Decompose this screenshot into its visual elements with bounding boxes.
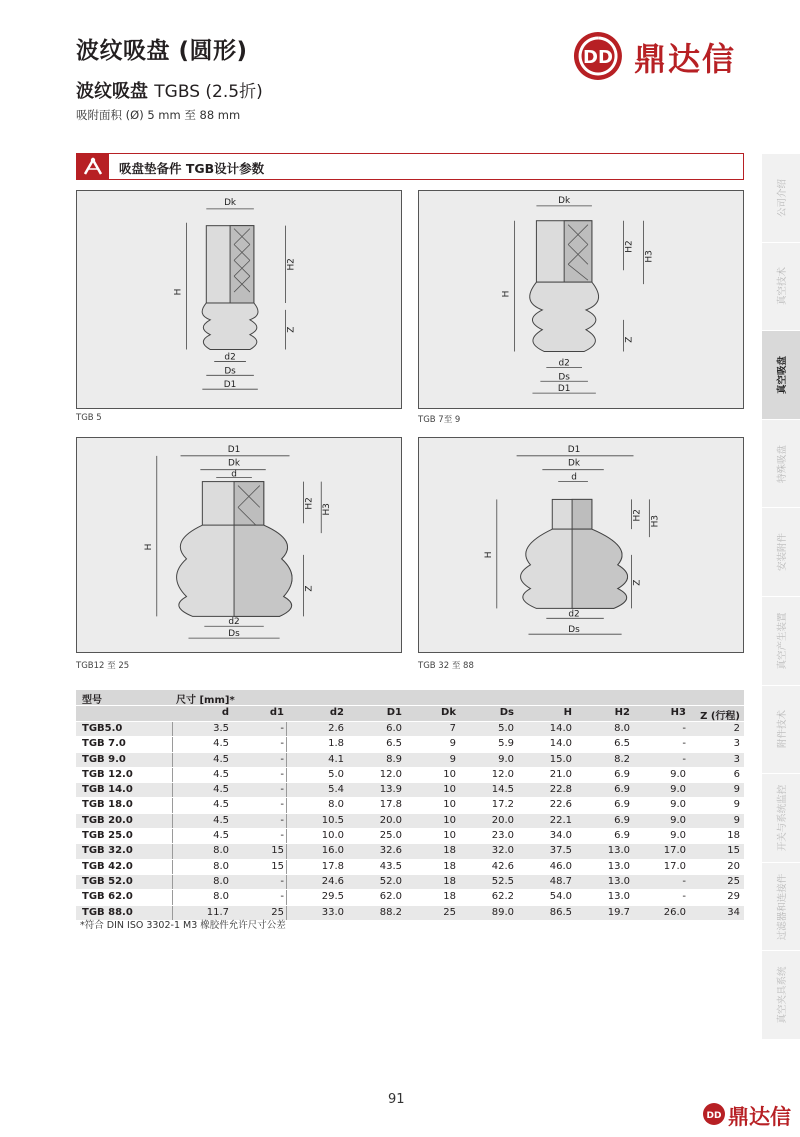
value-cell: 25 — [727, 875, 740, 887]
model-cell: TGB 12.0 — [82, 768, 133, 780]
value-cell: 13.9 — [379, 784, 402, 796]
table-divider — [172, 829, 173, 843]
dim-label-d2: d2 — [558, 358, 570, 369]
value-cell: 62.2 — [491, 891, 514, 903]
dim-label-h2: H2 — [632, 509, 643, 522]
subtitle-model: TGBS (2.5折) — [154, 82, 263, 102]
value-cell: 12.0 — [379, 768, 402, 780]
dim-label-h3: H3 — [644, 250, 655, 263]
table-divider — [286, 753, 287, 767]
table-body — [76, 722, 744, 921]
table-divider — [286, 722, 287, 736]
value-cell: 20.0 — [491, 814, 514, 826]
value-cell: 8.9 — [386, 753, 402, 765]
value-cell: 4.5 — [213, 753, 229, 765]
sidebar-tab[interactable] — [762, 950, 800, 1039]
brand-name: 鼎达信 — [634, 40, 737, 78]
footer-logo — [700, 1100, 796, 1130]
model-cell: TGB 7.0 — [82, 738, 126, 750]
dim-label-dk: Dk — [224, 197, 237, 208]
sidebar-tab-label: 真空吸盘 — [777, 355, 788, 394]
value-cell: 24.6 — [321, 875, 344, 887]
model-cell: TGB 52.0 — [82, 875, 133, 887]
value-cell: - — [682, 875, 686, 887]
dim-label-z: Z — [286, 326, 297, 333]
value-cell: - — [682, 723, 686, 734]
diagram-tgb5 — [76, 190, 402, 409]
chapter-sidebar — [762, 153, 800, 1039]
value-cell: 4.5 — [213, 768, 229, 780]
column-header: D1 — [386, 707, 402, 718]
value-cell: 29.5 — [321, 891, 344, 903]
value-cell: - — [280, 723, 284, 734]
table-row — [76, 768, 744, 783]
sidebar-tab-label: 公司介绍 — [777, 178, 788, 217]
value-cell: 8.2 — [614, 753, 630, 765]
table-divider — [286, 875, 287, 889]
tgb5-drawing — [77, 191, 401, 408]
dim-label-d2: d2 — [228, 617, 240, 628]
value-cell: 8.0 — [614, 723, 630, 734]
value-cell: 15 — [727, 845, 740, 857]
table-row — [76, 737, 744, 752]
value-cell: 52.0 — [379, 875, 402, 887]
table-row — [76, 722, 744, 737]
value-cell: 15 — [271, 845, 284, 857]
model-cell: TGB5.0 — [82, 723, 123, 734]
value-cell: 5.0 — [328, 768, 344, 780]
compass-icon — [77, 154, 109, 179]
value-cell: 43.5 — [379, 860, 402, 872]
table-row — [76, 844, 744, 859]
sidebar-tab-label: 真空夹具系统 — [777, 966, 788, 1024]
table-divider — [286, 768, 287, 782]
model-cell: TGB 20.0 — [82, 814, 133, 826]
value-cell: 10.0 — [321, 830, 344, 842]
table-column-header-row — [76, 706, 744, 722]
dim-label-ds: Ds — [558, 372, 570, 383]
sidebar-tab-label: 开关与系统监控 — [777, 784, 788, 852]
value-cell: - — [682, 738, 686, 750]
table-divider — [172, 783, 173, 797]
value-cell: 89.0 — [491, 906, 514, 918]
dim-label-d1: D1 — [567, 444, 581, 455]
svg-text:DD: DD — [583, 47, 613, 68]
dim-label-h2: H2 — [624, 240, 635, 253]
dim-label-h2: H2 — [304, 497, 315, 510]
tgb7-9-drawing — [419, 191, 743, 408]
value-cell: 26.0 — [663, 906, 686, 918]
table-divider — [172, 753, 173, 767]
value-cell: 9 — [733, 814, 740, 826]
dim-label-h: H — [173, 288, 184, 296]
value-cell: 17.0 — [663, 845, 686, 857]
value-cell: - — [280, 768, 284, 780]
table-divider — [172, 875, 173, 889]
sidebar-tab-label: 安装附件 — [777, 533, 788, 572]
footer-brand-mark-icon — [700, 1102, 728, 1126]
dim-label-h: H — [483, 551, 494, 559]
value-cell: 86.5 — [549, 906, 572, 918]
value-cell: 6.0 — [386, 723, 402, 734]
value-cell: 14.0 — [549, 738, 572, 750]
table-row — [76, 829, 744, 844]
sidebar-tab-label: 真空技术 — [777, 267, 788, 306]
table-row — [76, 875, 744, 890]
value-cell: 6.9 — [614, 768, 630, 780]
dim-label-dk: Dk — [558, 195, 571, 206]
dim-label-d2: d2 — [224, 352, 236, 363]
sidebar-tab[interactable] — [762, 507, 800, 596]
diagram-tgb7-9 — [418, 190, 744, 409]
value-cell: 7 — [449, 723, 456, 734]
value-cell: 18 — [443, 860, 456, 872]
value-cell: 1.8 — [328, 738, 344, 750]
value-cell: 54.0 — [549, 891, 572, 903]
column-header: d1 — [269, 707, 284, 718]
dim-label-d1: D1 — [227, 444, 241, 455]
sidebar-tab-label: 特殊吸盘 — [777, 444, 788, 483]
sidebar-tab-label: 附件技术 — [777, 710, 788, 749]
value-cell: 9 — [449, 738, 456, 750]
table-row — [76, 814, 744, 829]
value-cell: 42.6 — [491, 860, 514, 872]
value-cell: 9 — [733, 799, 740, 811]
column-header: H — [563, 707, 572, 718]
value-cell: 6.5 — [614, 738, 630, 750]
dim-label-h2: H2 — [286, 258, 297, 271]
dim-label-ds: Ds — [224, 366, 236, 377]
sidebar-tab[interactable] — [762, 773, 800, 862]
table-divider — [286, 890, 287, 904]
value-cell: 6.9 — [614, 830, 630, 842]
model-cell: TGB 62.0 — [82, 891, 133, 903]
model-cell: TGB 42.0 — [82, 860, 133, 872]
diagram-tgb12-25 — [76, 437, 402, 653]
value-cell: 15 — [271, 860, 284, 872]
table-footnote: *符合 DIN ISO 3302-1 M3 橡胶件允许尺寸公差 — [80, 920, 286, 931]
value-cell: 33.0 — [321, 906, 344, 918]
value-cell: 10 — [443, 814, 456, 826]
value-cell: 20 — [727, 860, 740, 872]
model-cell: TGB 25.0 — [82, 830, 133, 842]
value-cell: 21.0 — [549, 768, 572, 780]
table-divider — [172, 737, 173, 751]
model-cell: TGB 9.0 — [82, 753, 126, 765]
value-cell: 12.0 — [491, 768, 514, 780]
value-cell: - — [280, 784, 284, 796]
value-cell: 34 — [727, 906, 740, 918]
value-cell: 4.5 — [213, 784, 229, 796]
section-header — [76, 153, 744, 180]
value-cell: - — [280, 814, 284, 826]
dim-label-h3: H3 — [322, 503, 333, 516]
subtitle-main: 波纹吸盘 — [76, 81, 148, 102]
sidebar-tab[interactable] — [762, 685, 800, 774]
table-divider — [172, 722, 173, 736]
value-cell: 34.0 — [549, 830, 572, 842]
value-cell: - — [280, 830, 284, 842]
table-divider — [172, 890, 173, 904]
value-cell: 17.0 — [663, 860, 686, 872]
footer-brand-name: 鼎达信 — [728, 1105, 791, 1129]
model-cell: TGB 14.0 — [82, 784, 133, 796]
diagram-caption-2: TGB 7至 9 — [418, 415, 461, 425]
value-cell: 17.8 — [321, 860, 344, 872]
value-cell: 5.0 — [498, 723, 514, 734]
value-cell: 52.5 — [491, 875, 514, 887]
value-cell: 18 — [443, 845, 456, 857]
value-cell: 17.8 — [379, 799, 402, 811]
value-cell: 5.4 — [328, 784, 344, 796]
value-cell: 5.9 — [498, 738, 514, 750]
value-cell: - — [682, 891, 686, 903]
dim-label-d2: d2 — [568, 609, 580, 620]
value-cell: 13.0 — [607, 845, 630, 857]
value-cell: 6.9 — [614, 799, 630, 811]
value-cell: 15.0 — [549, 753, 572, 765]
dim-label-z: Z — [632, 579, 643, 586]
tgb32-88-drawing — [419, 438, 743, 652]
table-divider — [286, 906, 287, 920]
table-divider — [286, 783, 287, 797]
tgb12-25-drawing — [77, 438, 401, 652]
value-cell: 11.7 — [206, 906, 229, 918]
column-header: H2 — [614, 707, 630, 718]
page-number: 91 — [388, 1092, 405, 1107]
dim-label-dk: Dk — [228, 458, 241, 469]
value-cell: 25 — [271, 906, 284, 918]
column-header: d — [221, 707, 229, 718]
value-cell: 62.0 — [379, 891, 402, 903]
value-cell: 14.0 — [549, 723, 572, 734]
value-cell: 9 — [449, 753, 456, 765]
table-divider — [286, 860, 287, 874]
header-size: 尺寸 [mm]* — [176, 695, 235, 706]
sidebar-tab-label: 过滤器和连接件 — [777, 873, 788, 940]
value-cell: 2.6 — [328, 723, 344, 734]
value-cell: 19.7 — [607, 906, 630, 918]
value-cell: 22.6 — [549, 799, 572, 811]
value-cell: 25.0 — [379, 830, 402, 842]
table-row — [76, 798, 744, 813]
value-cell: 6 — [733, 768, 740, 780]
value-cell: 8.0 — [328, 799, 344, 811]
diagram-caption-1: TGB 5 — [76, 413, 102, 423]
value-cell: - — [280, 891, 284, 903]
value-cell: 6.5 — [386, 738, 402, 750]
section-title: 吸盘垫备件 TGB设计参数 — [119, 161, 265, 176]
value-cell: 4.5 — [213, 814, 229, 826]
value-cell: 37.5 — [549, 845, 572, 857]
value-cell: 4.5 — [213, 830, 229, 842]
value-cell: 18 — [443, 875, 456, 887]
value-cell: 4.1 — [328, 753, 344, 765]
table-divider — [172, 844, 173, 858]
value-cell: - — [280, 738, 284, 750]
value-cell: 3 — [733, 753, 740, 765]
dim-label-ds: Ds — [568, 625, 580, 636]
sidebar-tab[interactable] — [762, 330, 800, 419]
value-cell: 10.5 — [321, 814, 344, 826]
value-cell: 88.2 — [379, 906, 402, 918]
diagram-caption-4: TGB 32 至 88 — [418, 661, 474, 671]
value-cell: 10 — [443, 799, 456, 811]
value-cell: 20.0 — [379, 814, 402, 826]
value-cell: 23.0 — [491, 830, 514, 842]
value-cell: 3 — [733, 738, 740, 750]
column-header: H3 — [670, 707, 686, 718]
value-cell: - — [280, 753, 284, 765]
value-cell: 9.0 — [498, 753, 514, 765]
value-cell: 22.1 — [549, 814, 572, 826]
sidebar-tab[interactable] — [762, 419, 800, 508]
value-cell: 9.0 — [670, 768, 686, 780]
model-cell: TGB 32.0 — [82, 845, 133, 857]
brand-mark-icon — [568, 30, 628, 82]
model-cell: TGB 88.0 — [82, 906, 133, 918]
sidebar-tab-label: 真空产生装置 — [777, 612, 788, 670]
table-divider — [172, 768, 173, 782]
value-cell: 4.5 — [213, 738, 229, 750]
table-divider — [172, 798, 173, 812]
value-cell: 8.0 — [213, 845, 229, 857]
dim-label-h: H — [143, 543, 154, 551]
value-cell: 17.2 — [491, 799, 514, 811]
value-cell: 10 — [443, 830, 456, 842]
value-cell: 46.0 — [549, 860, 572, 872]
value-cell: 16.0 — [321, 845, 344, 857]
svg-text:DD: DD — [706, 1111, 722, 1121]
value-cell: 6.9 — [614, 814, 630, 826]
table-divider — [172, 814, 173, 828]
value-cell: 32.0 — [491, 845, 514, 857]
table-divider — [286, 737, 287, 751]
value-cell: 14.5 — [491, 784, 514, 796]
value-cell: 29 — [727, 891, 740, 903]
table-divider — [286, 798, 287, 812]
sidebar-tab[interactable] — [762, 153, 800, 242]
diagram-tgb32-88 — [418, 437, 744, 653]
table-divider — [286, 829, 287, 843]
value-cell: 4.5 — [213, 799, 229, 811]
value-cell: 8.0 — [213, 891, 229, 903]
value-cell: 8.0 — [213, 875, 229, 887]
brand-logo — [568, 30, 753, 82]
value-cell: 18 — [443, 891, 456, 903]
value-cell: - — [682, 753, 686, 765]
table-row — [76, 890, 744, 905]
sidebar-tab[interactable] — [762, 596, 800, 685]
value-cell: 18 — [727, 830, 740, 842]
value-cell: 2 — [733, 723, 740, 734]
table-divider — [172, 860, 173, 874]
dim-label-z: Z — [624, 336, 635, 343]
compass-icon-box — [77, 154, 109, 179]
dim-label-d: d — [231, 469, 237, 480]
table-row — [76, 783, 744, 798]
column-header: Ds — [499, 707, 514, 718]
value-cell: 9.0 — [670, 814, 686, 826]
header-model: 型号 — [82, 695, 102, 706]
value-cell: 13.0 — [607, 875, 630, 887]
column-header: Z (行程) — [700, 711, 740, 722]
value-cell: 22.8 — [549, 784, 572, 796]
table-row — [76, 753, 744, 768]
dim-label-dk: Dk — [568, 458, 581, 469]
value-cell: 25 — [443, 906, 456, 918]
value-cell: 9.0 — [670, 830, 686, 842]
value-cell: 6.9 — [614, 784, 630, 796]
dim-label-d1: D1 — [223, 380, 237, 391]
table-header-row — [76, 690, 744, 706]
value-cell: 8.0 — [213, 860, 229, 872]
column-header: d2 — [329, 707, 344, 718]
value-cell: 9.0 — [670, 799, 686, 811]
sidebar-tab[interactable] — [762, 242, 800, 331]
value-cell: 10 — [443, 784, 456, 796]
dim-label-d: d — [571, 472, 577, 483]
value-cell: - — [280, 875, 284, 887]
table-row — [76, 860, 744, 875]
value-cell: 3.5 — [213, 723, 229, 734]
dim-label-ds: Ds — [228, 629, 240, 640]
value-cell: 13.0 — [607, 860, 630, 872]
value-cell: - — [280, 799, 284, 811]
sidebar-tab[interactable] — [762, 862, 800, 951]
value-cell: 32.6 — [379, 845, 402, 857]
spec-table — [76, 690, 744, 921]
dim-label-d1: D1 — [557, 384, 571, 395]
dim-label-h: H — [501, 290, 512, 298]
value-cell: 48.7 — [549, 875, 572, 887]
page-subtitle — [76, 77, 263, 103]
column-header: Dk — [441, 707, 456, 718]
value-cell: 9.0 — [670, 784, 686, 796]
dim-label-h3: H3 — [650, 515, 661, 528]
diagram-caption-3: TGB12 至 25 — [76, 661, 130, 671]
page-title: 波纹吸盘 (圆形) — [76, 38, 248, 64]
table-divider — [286, 844, 287, 858]
model-cell: TGB 18.0 — [82, 799, 133, 811]
value-cell: 9 — [733, 784, 740, 796]
value-cell: 10 — [443, 768, 456, 780]
value-cell: 13.0 — [607, 891, 630, 903]
table-divider — [286, 814, 287, 828]
suction-area-range: 吸附面积 (Ø) 5 mm 至 88 mm — [76, 108, 241, 122]
dim-label-z: Z — [304, 585, 315, 592]
